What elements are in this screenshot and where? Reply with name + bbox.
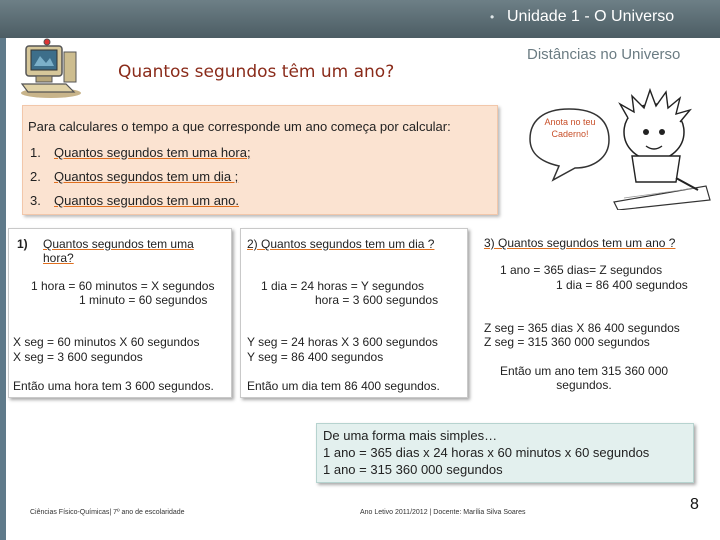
day-line-2: hora = 3 600 segundos: [315, 293, 439, 307]
summary-line-1: De uma forma mais simples…: [323, 428, 498, 443]
year-calc-2: Z seg = 315 360 000 segundos: [484, 335, 650, 349]
computer-clipart-icon: [16, 38, 86, 100]
intro-item-3: Quantos segundos tem um ano.: [54, 193, 240, 208]
year-line-2: 1 dia = 86 400 segundos: [556, 278, 688, 292]
year-line-1: 1 ano = 365 dias= Z segundos: [500, 263, 663, 277]
intro-item-3-num: 3.: [30, 193, 41, 208]
day-calc-box: [240, 228, 468, 398]
year-result: Então um ano tem 315 360 000 segundos.: [499, 364, 669, 392]
footer-teacher: Ano Letivo 2011/2012 | Docente: Marília Silva Soares: [360, 509, 526, 516]
year-calc-1: Z seg = 365 dias X 86 400 segundos: [484, 321, 680, 335]
hour-line-2: 1 minuto = 60 segundos: [79, 293, 208, 307]
hour-result: Então uma hora tem 3 600 segundos.: [13, 379, 214, 393]
intro-item-2: Quantos segundos tem um dia ;: [54, 169, 239, 184]
student-writing-clipart-icon: [606, 82, 714, 210]
left-accent-bar: [0, 30, 6, 540]
hour-calc-box: [8, 228, 232, 398]
intro-box: [22, 105, 498, 215]
intro-item-2-num: 2.: [30, 169, 41, 184]
main-question: Quantos segundos têm um ano?: [118, 62, 395, 82]
summary-line-3: 1 ano = 315 360 000 segundos: [323, 462, 503, 477]
bubble-text: Anota no teu Caderno!: [544, 117, 596, 139]
summary-line-2: 1 ano = 365 dias x 24 horas x 60 minutos x 60 segundos: [323, 445, 650, 460]
hour-label: 1): [17, 237, 28, 251]
hour-line-1: 1 hora = 60 minutos = X segundos: [31, 279, 215, 293]
day-calc-2: Y seg = 86 400 segundos: [247, 350, 384, 364]
day-calc-1: Y seg = 24 horas X 3 600 segundos: [247, 335, 438, 349]
year-calc-area: [478, 228, 714, 398]
hour-question: Quantos segundos tem uma hora?: [43, 237, 194, 265]
hour-calc-2: X seg = 3 600 segundos: [13, 350, 143, 364]
unit-title: Unidade 1 - O Universo: [507, 8, 675, 25]
summary-box: [316, 423, 694, 483]
page-number: 8: [690, 496, 699, 513]
intro-item-1: Quantos segundos tem uma hora;: [54, 145, 251, 160]
year-question: 3) Quantos segundos tem um ano ?: [484, 236, 676, 250]
intro-text: Para calculares o tempo a que corresponde um ano começa por calcular:: [28, 119, 451, 134]
hour-calc-1: X seg = 60 minutos X 60 segundos: [13, 335, 200, 349]
day-question: 2) Quantos segundos tem um dia ?: [247, 237, 435, 251]
day-result: Então um dia tem 86 400 segundos.: [247, 379, 440, 393]
intro-item-1-num: 1.: [30, 145, 41, 160]
header-bullet: •: [490, 10, 495, 24]
footer-course: Ciências Físico-Químicas| 7º ano de escolaridade: [30, 509, 185, 516]
section-subtitle: Distâncias no Universo: [527, 46, 681, 63]
header-band: [0, 0, 720, 38]
day-line-1: 1 dia = 24 horas = Y segundos: [261, 279, 425, 293]
